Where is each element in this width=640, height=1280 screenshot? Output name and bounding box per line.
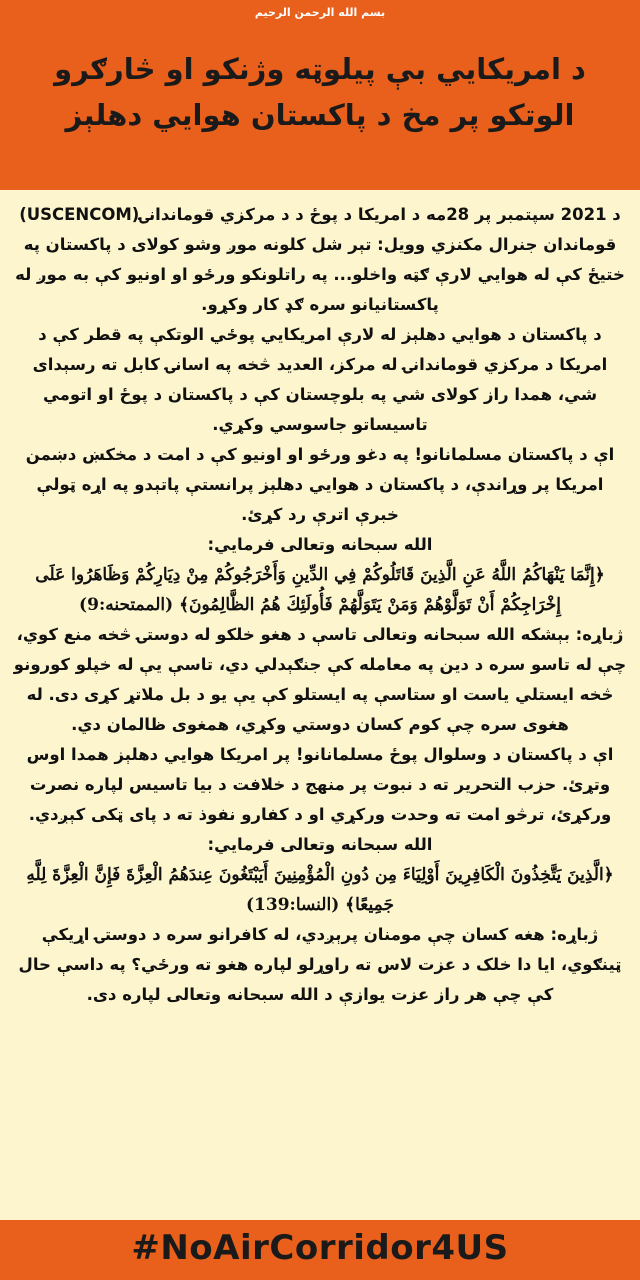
quran-verse-2: ﴿الَّذِينَ يَتَّخِذُونَ الْكَافِرِينَ أَوْلِيَاءَ مِن دُونِ الْمُؤْمِنِينَ أَيَبْتَغُونَ عِندَهُمُ الْعِزَّةَ فَإِنَّ الْعِزَّةَ لِلَّهِ جَمِيعًا﴾ (النسا:139) xyxy=(26,865,614,915)
article-body xyxy=(12,200,628,1010)
paragraph-appeal: اې د پاکستان مسلمانانو! په دغو ورځو او اونيو کې د امت د مخکښ دښمن امريکا پر وړاندې، د پاکستان د هوايي دهلېز پرانستې پاتېدو په اړه ټولې خبرې اترې رد کړئ. xyxy=(25,445,615,524)
paragraph-call-to-army: اې د پاکستان د وسلوال پوځ مسلمانانو! پر امريکا هوايي دهلېز همدا اوس وتړئ. حزب التحرير ته د نبوت پر منهج د خلافت د بيا تاسيس لپاره نصرت ورکړئ، ترڅو امت ته وحدت ورکړي او د کفارو نفوذ ته د پای ټکی کېږدي. xyxy=(26,745,614,824)
translation-2: ژباړه: هغه کسان چې مومنان پرېږدي، له کافرانو سره د دوستۍ اړيکې ټينګوي، ايا دا خلک د عزت لاس ته راوړلو لپاره هغو ته ورځي؟ په داسې حال کې چې هر راز عزت يوازې د الله سبحانه وتعالی لپاره دی. xyxy=(18,925,622,1004)
hashtag: #NoAirCorridor4US xyxy=(131,1228,509,1268)
paragraph-air-corridor: د پاکستان د هوايي دهلېز له لارې امريکايي پوځي الوتکې په قطر کې د امريکا د مرکزي قوماندانۍ له مرکز، العديد څخه په اسانۍ کابل ته رسېدای شي، همدا راز کولای شي په بلوچستان کې د پاکستان د پوځ او اتومي تاسيساتو جاسوسي وکړي. xyxy=(32,325,608,434)
headline-line-2: الوتکو پر مخ د پاکستان هوايي دهلېز xyxy=(65,98,575,132)
basmala: بسم الله الرحمن الرحيم xyxy=(254,6,386,19)
paragraph-general-statement: د 2021 سپتمبر پر 28مه د امريکا د پوځ د د مرکزي قوماندانۍ(USCENCOM) قوماندان جنرال مکنزي وويل: تېر شل کلونه موږ وشو کولای د پاکستان په ختيځ کې له هوايي لارې ګټه واخلو... په راتلونکو ورځو او اونيو کې به موږ له پاکستانيانو سره ګډ کار وکړو. xyxy=(15,205,625,314)
translation-1: ژباړه: بېشکه الله سبحانه وتعالی تاسې د هغو خلکو له دوستۍ څخه منع کوي، چې له تاسو سره د دين په معامله کې جنګېدلي دي، تاسې يې له خپلو کورونو څخه ايستلي ياست او ستاسې په ايستلو کې يې يو د بل ملاتړ کړی دی. له هغوی سره چې کوم کسان دوستي وکړي، همغوی ظالمان دي. xyxy=(13,625,627,734)
headline-line-1: د امريکايي بې پيلوټه وژنکو او څارګرو xyxy=(54,52,586,86)
verse-intro-1: الله سبحانه وتعالی فرمايي: xyxy=(207,535,433,554)
footer-banner xyxy=(0,1220,640,1280)
verse-intro-2: الله سبحانه وتعالی فرمايي: xyxy=(207,835,433,854)
quran-verse-1: ﴿إِنَّمَا يَنْهَاكُمُ اللَّهُ عَنِ الَّذِينَ قَاتَلُوكُمْ فِي الدِّينِ وَأَخْرَجُوكُمْ مِنْ دِيَارِكُمْ وَظَاهَرُوا عَلَى إِخْرَاجِكُمْ أَنْ تَوَلَّوْهُمْ وَمَنْ يَتَوَلَّهُمْ فَأُولَئِكَ هُمُ الظَّالِمُونَ﴾ (الممتحنه:9) xyxy=(35,565,605,615)
headline xyxy=(20,46,620,138)
header-banner xyxy=(0,0,640,190)
